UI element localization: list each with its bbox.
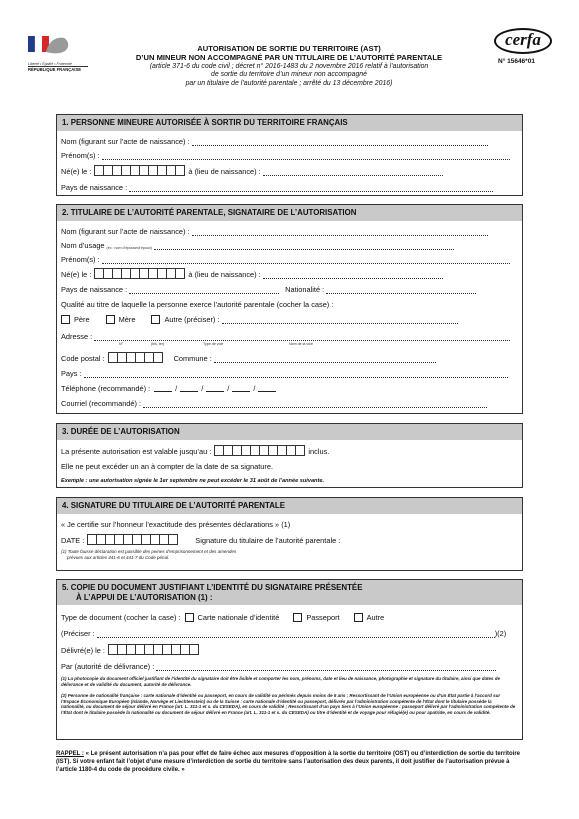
s1-nom-field[interactable] — [192, 137, 488, 146]
s2-adresse-label: Adresse : — [61, 332, 93, 341]
s2-birthdate-boxes[interactable] — [94, 268, 185, 279]
s2-nationalite-field[interactable] — [326, 285, 476, 294]
adr-hint-type: Type de voie — [203, 342, 224, 346]
section5-title-line1: 5. COPIE DU DOCUMENT JUSTIFIANT L’IDENTITÉ DU SIGNATAIRE PRÉSENTÉE — [62, 583, 363, 592]
code-postal-boxes[interactable] — [108, 352, 163, 363]
s2-row-pays-nat — [61, 283, 476, 294]
s1-birthdate-boxes[interactable] — [94, 165, 185, 176]
s2-pays-field[interactable] — [129, 285, 279, 294]
s5-note1: (1) La photocopie du document officiel justifiant de l’identité du signataire doit être lisible et comporter les nom, prénoms, date et lieu de naissance, photographie et signature du titulaire, ainsi que dates de délivrance et de validité du document, autorité de délivrance. — [61, 676, 500, 687]
s1-lieu-field[interactable] — [263, 167, 443, 176]
s2-qualite-label: Qualité au titre de laquelle la personne exerce l’autorité parentale (cocher la case) : — [61, 300, 334, 309]
s2-row-naissance — [61, 268, 443, 279]
mere-label: Mère — [118, 315, 136, 324]
s3-row-valable — [61, 445, 329, 456]
s2-nom-label: Nom (figurant sur l’acte de naissance) : — [61, 227, 190, 236]
s5-note2: (2) Personne de nationalité française : carte nationale d’identité ou passeport, en cours de validité ou périmés depuis moins de 5 ans ; Ressortissant de l’Union européenne ou d’un État partie à l’accord sur l’Espace Économique Européen (Islande, Norvège et Liechtenstein) ou de la Suisse : carte nationale d’identité ou passeport, délivrés par l’administration compétente de l’État dont le titulaire possède la nationalité, ou document de séjour délivré en France (art. L. 311-1 et s. du CESEDA), en cours de validité ; Ressortissant d’un pays tiers à l’Union européenne : passeport délivré par l’administration compétente de l’État dont le titulaire possède la nationalité ou document de séjour délivré en France (art. L. 311-1 et s. du CESEDA) ou titre d’identité et de voyage pour réfugié(e) ou pour apatride, en cours de validité. — [61, 693, 516, 715]
s5-row-preciser — [61, 627, 506, 638]
s5-delivre-label: Délivré(e) le : — [61, 646, 105, 655]
validity-date-boxes[interactable] — [214, 445, 305, 456]
s3-valable-label: La présente autorisation est valable jusqu’au : — [61, 447, 212, 456]
s5-par-field[interactable] — [156, 662, 496, 671]
adr-hint-num: N° — [119, 342, 124, 346]
autre-qualite-field[interactable] — [222, 315, 458, 324]
autre-qualite-label: Autre (préciser) : — [164, 315, 220, 324]
s5-type-label: Type de document (cocher la case) : — [61, 613, 181, 622]
s4-note-line2: prévues aux articles 441-6 et 441-7 du Code pénal. — [67, 555, 170, 560]
s1-pays-label: Pays de naissance : — [61, 183, 128, 192]
form-title-line1: AUTORISATION DE SORTIE DU TERRITOIRE (AST) — [197, 44, 381, 53]
s3-row-exemple — [61, 473, 324, 484]
s2-prenoms-label: Prénom(s) : — [61, 255, 100, 264]
s1-lieu-label: à (lieu de naissance) : — [188, 167, 261, 176]
telephone-field[interactable]: / / / / — [154, 384, 276, 393]
s4-row-certifie — [61, 518, 290, 529]
s2-row-adresse — [61, 330, 510, 341]
issue-date-boxes[interactable] — [108, 644, 199, 655]
s2-cp-label: Code postal : — [61, 354, 105, 363]
republic-logo — [28, 34, 88, 72]
s2-nom-usage-hint: (ex : nom d’épouse/d’époux) — [106, 246, 152, 250]
s1-row-nom — [61, 135, 488, 146]
rappel-block — [56, 751, 523, 774]
s3-row-ne-peut — [61, 460, 273, 471]
section2-title: 2. TITULAIRE DE L’AUTORITÉ PARENTALE, SIGNATAIRE DE L’AUTORISATION — [57, 205, 522, 221]
s1-pays-field[interactable] — [129, 183, 493, 192]
s2-row-cp — [61, 352, 436, 363]
s1-ne-le-label: Né(e) le : — [61, 167, 92, 176]
cni-label: Carte nationale d’identité — [197, 613, 280, 622]
s4-certifie-text: « Je certifie sur l’honneur l’exactitude des présentes déclarations » (1) — [61, 520, 291, 529]
s3-exemple-text: Exemple : une autorisation signée le 1er septembre ne peut excéder le 31 août de l’année suivante. — [61, 478, 324, 484]
rappel-label: RAPPEL : — [56, 751, 84, 757]
form-title-block — [92, 44, 486, 89]
section-duration — [56, 423, 523, 488]
s5-row-par — [61, 660, 496, 671]
s2-row-nom-usage — [61, 239, 454, 250]
s5-row-delivre — [61, 644, 202, 655]
s2-courriel-field[interactable] — [143, 399, 487, 408]
section5-title-line2: À L’APPUI DE L’AUTORISATION (1) : — [76, 592, 213, 602]
adr-hint-bis: (bis, ter) — [151, 342, 165, 346]
section4-title: 4. SIGNATURE DU TITULAIRE DE L’AUTORITÉ PARENTALE — [57, 498, 522, 514]
cerfa-logo: cerfa — [494, 28, 552, 54]
passeport-label: Passeport — [306, 613, 340, 622]
adr-hint-nom: Nom de la voie — [289, 342, 313, 346]
s2-prenoms-field[interactable] — [102, 255, 510, 264]
s4-note-line1: (1) Toute fausse déclaration est passible des peines d’emprisonnement et des amendes — [61, 549, 237, 554]
s2-row-prenoms — [61, 253, 510, 264]
s2-commune-label: Commune : — [173, 354, 212, 363]
s2-lieu-field[interactable] — [263, 270, 443, 279]
cerfa-number: N° 15646*01 — [498, 58, 535, 65]
s2-courriel-label: Courriel (recommandé) : — [61, 399, 142, 408]
section-minor — [56, 114, 523, 196]
section3-title: 3. DURÉE DE L’AUTORISATION — [57, 424, 522, 440]
s1-nom-label: Nom (figurant sur l’acte de naissance) : — [61, 137, 190, 146]
s2-nom-usage-label: Nom d’usage — [61, 241, 105, 250]
s5-preciser-field[interactable] — [97, 629, 495, 638]
s2-lieu-label: à (lieu de naissance) : — [188, 270, 261, 279]
s2-nom-field[interactable] — [192, 227, 488, 236]
autre-doc-label: Autre — [366, 613, 385, 622]
autre-qualite-checkbox[interactable] — [151, 315, 160, 324]
s2-row-telephone — [61, 382, 276, 393]
s4-row-date — [61, 534, 340, 545]
s4-date-label: DATE : — [61, 536, 85, 545]
s5-preciser-label: (Préciser : — [61, 629, 95, 638]
s2-row-nom — [61, 225, 488, 236]
s2-nom-usage-field[interactable] — [154, 241, 454, 250]
s2-row-qualite — [61, 298, 333, 309]
passeport-checkbox[interactable] — [293, 613, 302, 622]
s2-pays-res-label: Pays : — [61, 369, 82, 378]
s1-row-naissance — [61, 165, 443, 176]
s3-inclus-label: inclus. — [308, 447, 330, 456]
s5-par-label: Par (autorité de délivrance) : — [61, 662, 155, 671]
s2-row-courriel — [61, 397, 487, 408]
pere-label: Père — [74, 315, 90, 324]
s2-adresse-field[interactable] — [94, 332, 510, 341]
logo-motto: Liberté • Égalité • Fraternité — [28, 62, 72, 66]
autre-doc-checkbox[interactable] — [354, 613, 363, 622]
s1-prenoms-label: Prénom(s) : — [61, 151, 100, 160]
s5-row-type — [61, 611, 384, 622]
s2-pays-label: Pays de naissance : — [61, 285, 128, 294]
section5-title — [57, 580, 522, 605]
form-subtitle-line3: par un titulaire de l’autorité parentale ; arrêté du 13 décembre 2016) — [185, 80, 393, 87]
s2-row-qualite-options — [61, 313, 458, 324]
s2-pays-res-field[interactable] — [84, 369, 508, 378]
s2-commune-field[interactable] — [214, 354, 436, 363]
section-parent — [56, 204, 523, 414]
mere-checkbox[interactable] — [106, 315, 115, 324]
form-title-line2: D’UN MINEUR NON ACCOMPAGNÉ PAR UN TITULAIRE DE L’AUTORITÉ PARENTALE — [135, 53, 443, 63]
pere-checkbox[interactable] — [61, 315, 70, 324]
s2-nationalite-label: Nationalité : — [285, 285, 325, 294]
signature-date-boxes[interactable] — [87, 534, 178, 545]
section-identity-document — [56, 579, 523, 740]
cni-checkbox[interactable] — [185, 613, 194, 622]
form-subtitle-line2: de sortie du territoire d’un mineur non accompagné — [211, 71, 367, 79]
s1-prenoms-field[interactable] — [102, 151, 510, 160]
marianne-logo-icon — [28, 34, 72, 56]
s2-ne-le-label: Né(e) le : — [61, 270, 92, 279]
logo-republic-text: RÉPUBLIQUE FRANÇAISE — [28, 66, 88, 72]
section1-title: 1. PERSONNE MINEURE AUTORISÉE À SORTIR DU TERRITOIRE FRANÇAIS — [57, 115, 522, 131]
section-signature — [56, 497, 523, 571]
form-subtitle-line1: (article 371-6 du code civil ; décret n° 2016-1483 du 2 novembre 2016 relatif à l’autorisation — [149, 62, 429, 70]
s5-preciser-end: )(2) — [494, 629, 507, 638]
s4-signature-label: Signature du titulaire de l’autorité parentale : — [195, 536, 341, 545]
s2-row-pays — [61, 367, 508, 378]
s1-row-pays — [61, 181, 493, 192]
s3-ne-peut-text: Elle ne peut excéder un an à compter de la date de sa signature. — [61, 462, 274, 471]
rappel-text: « Le présent autorisation n’a pas pour effet de faire échec aux mesures d’opposition à la sortie du territoire (OST) ou d’interdiction de sortie du territoire (IST). Si votre enfant fait l’objet d’une mesure d’interdiction de sortie du territoire sans l’autorisation des deux parents, il doit justifier de l’autorisation prévue à l’article 1180-4 du code de procédure civile. » — [56, 751, 520, 773]
s2-telephone-label: Téléphone (recommandé) : — [61, 384, 151, 393]
s1-row-prenoms — [61, 149, 510, 160]
